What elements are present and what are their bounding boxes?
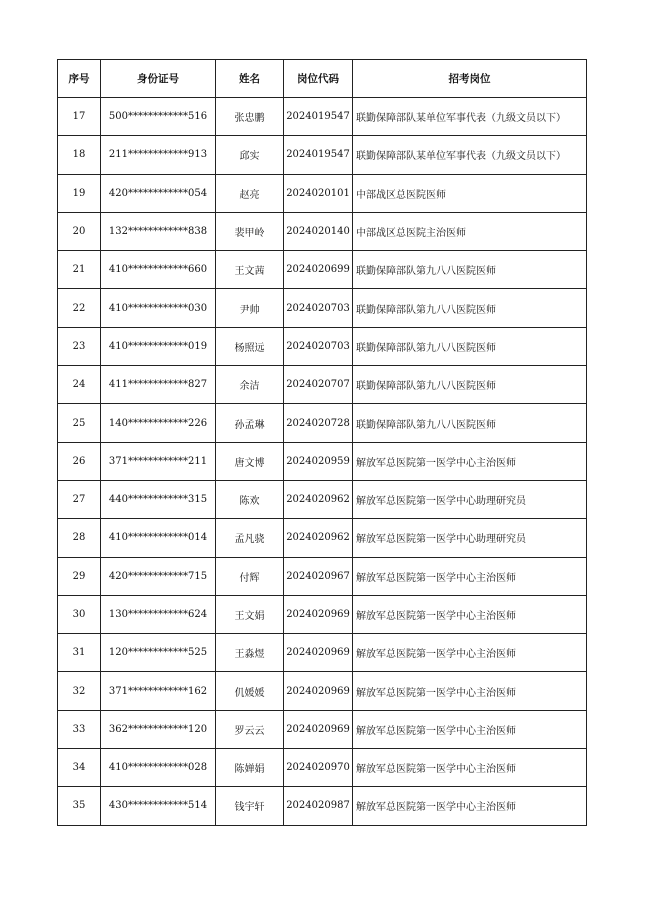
cell-post: 解放军总医院第一医学中心主治医师 bbox=[353, 557, 587, 595]
cell-id-number: 410************030 bbox=[101, 289, 216, 327]
cell-post: 联勤保障部队某单位军事代表（九级文员以下） bbox=[353, 98, 587, 136]
cell-index: 23 bbox=[58, 327, 101, 365]
header-post-code: 岗位代码 bbox=[284, 60, 353, 98]
cell-id-number: 410************028 bbox=[101, 749, 216, 787]
cell-post: 解放军总医院第一医学中心主治医师 bbox=[353, 787, 587, 825]
table-row bbox=[58, 366, 587, 404]
cell-index: 25 bbox=[58, 404, 101, 442]
cell-post-code: 2024020707 bbox=[284, 366, 353, 404]
cell-post: 联勤保障部队第九八八医院医师 bbox=[353, 251, 587, 289]
cell-index: 35 bbox=[58, 787, 101, 825]
header-name: 姓名 bbox=[216, 60, 284, 98]
cell-id-number: 362************120 bbox=[101, 710, 216, 748]
cell-name: 张忠鹏 bbox=[216, 98, 284, 136]
cell-name: 孙孟琳 bbox=[216, 404, 284, 442]
cell-name: 杨照远 bbox=[216, 327, 284, 365]
cell-name: 仉媛媛 bbox=[216, 672, 284, 710]
cell-index: 27 bbox=[58, 480, 101, 518]
cell-name: 裴甲岭 bbox=[216, 212, 284, 250]
cell-post-code: 2024020969 bbox=[284, 595, 353, 633]
table-row bbox=[58, 327, 587, 365]
cell-post-code: 2024020969 bbox=[284, 634, 353, 672]
table-row bbox=[58, 787, 587, 825]
cell-name: 赵亮 bbox=[216, 174, 284, 212]
cell-post-code: 2024020962 bbox=[284, 519, 353, 557]
table-row bbox=[58, 480, 587, 518]
cell-name: 钱宇轩 bbox=[216, 787, 284, 825]
cell-index: 33 bbox=[58, 710, 101, 748]
cell-post-code: 2024020101 bbox=[284, 174, 353, 212]
cell-post-code: 2024020703 bbox=[284, 289, 353, 327]
cell-index: 19 bbox=[58, 174, 101, 212]
cell-name: 唐文博 bbox=[216, 442, 284, 480]
cell-id-number: 410************019 bbox=[101, 327, 216, 365]
cell-id-number: 420************054 bbox=[101, 174, 216, 212]
table-row bbox=[58, 595, 587, 633]
cell-post: 解放军总医院第一医学中心主治医师 bbox=[353, 710, 587, 748]
cell-name: 罗云云 bbox=[216, 710, 284, 748]
cell-post: 联勤保障部队第九八八医院医师 bbox=[353, 404, 587, 442]
header-index: 序号 bbox=[58, 60, 101, 98]
table-row bbox=[58, 212, 587, 250]
table-row bbox=[58, 289, 587, 327]
table-row bbox=[58, 749, 587, 787]
cell-id-number: 371************211 bbox=[101, 442, 216, 480]
cell-name: 孟凡骁 bbox=[216, 519, 284, 557]
table-row bbox=[58, 404, 587, 442]
cell-post-code: 2024020969 bbox=[284, 672, 353, 710]
cell-name: 尹帅 bbox=[216, 289, 284, 327]
cell-index: 31 bbox=[58, 634, 101, 672]
cell-post: 中部战区总医院医师 bbox=[353, 174, 587, 212]
cell-id-number: 130************624 bbox=[101, 595, 216, 633]
cell-index: 17 bbox=[58, 98, 101, 136]
cell-name: 陈欢 bbox=[216, 480, 284, 518]
cell-post: 中部战区总医院主治医师 bbox=[353, 212, 587, 250]
cell-id-number: 410************660 bbox=[101, 251, 216, 289]
cell-post: 联勤保障部队某单位军事代表（九级文员以下） bbox=[353, 136, 587, 174]
cell-post-code: 2024020967 bbox=[284, 557, 353, 595]
cell-post: 联勤保障部队第九八八医院医师 bbox=[353, 327, 587, 365]
cell-post: 联勤保障部队第九八八医院医师 bbox=[353, 366, 587, 404]
cell-name: 王淼煜 bbox=[216, 634, 284, 672]
header-post: 招考岗位 bbox=[353, 60, 587, 98]
cell-post: 解放军总医院第一医学中心主治医师 bbox=[353, 749, 587, 787]
cell-id-number: 410************014 bbox=[101, 519, 216, 557]
cell-post: 解放军总医院第一医学中心主治医师 bbox=[353, 442, 587, 480]
cell-post: 解放军总医院第一医学中心主治医师 bbox=[353, 595, 587, 633]
cell-id-number: 211************913 bbox=[101, 136, 216, 174]
cell-post-code: 2024020703 bbox=[284, 327, 353, 365]
cell-post-code: 2024020959 bbox=[284, 442, 353, 480]
cell-name: 王文娟 bbox=[216, 595, 284, 633]
cell-index: 20 bbox=[58, 212, 101, 250]
cell-id-number: 120************525 bbox=[101, 634, 216, 672]
cell-index: 26 bbox=[58, 442, 101, 480]
table-row bbox=[58, 519, 587, 557]
table-row bbox=[58, 557, 587, 595]
cell-post-code: 2024020962 bbox=[284, 480, 353, 518]
cell-post-code: 2024019547 bbox=[284, 136, 353, 174]
cell-index: 22 bbox=[58, 289, 101, 327]
table-header-row bbox=[58, 60, 587, 98]
cell-post-code: 2024020140 bbox=[284, 212, 353, 250]
header-id-number: 身份证号 bbox=[101, 60, 216, 98]
cell-index: 21 bbox=[58, 251, 101, 289]
cell-id-number: 500************516 bbox=[101, 98, 216, 136]
cell-post-code: 2024020987 bbox=[284, 787, 353, 825]
table-row bbox=[58, 136, 587, 174]
cell-name: 余洁 bbox=[216, 366, 284, 404]
cell-id-number: 430************514 bbox=[101, 787, 216, 825]
table-row bbox=[58, 710, 587, 748]
cell-name: 王文茜 bbox=[216, 251, 284, 289]
candidate-table bbox=[57, 59, 587, 826]
cell-post-code: 2024020970 bbox=[284, 749, 353, 787]
cell-id-number: 371************162 bbox=[101, 672, 216, 710]
cell-post: 解放军总医院第一医学中心主治医师 bbox=[353, 672, 587, 710]
cell-post: 解放军总医院第一医学中心助理研究员 bbox=[353, 480, 587, 518]
cell-index: 32 bbox=[58, 672, 101, 710]
cell-id-number: 411************827 bbox=[101, 366, 216, 404]
table-body bbox=[58, 98, 587, 826]
cell-name: 陈婵娟 bbox=[216, 749, 284, 787]
table-row bbox=[58, 174, 587, 212]
cell-name: 付辉 bbox=[216, 557, 284, 595]
cell-index: 29 bbox=[58, 557, 101, 595]
cell-id-number: 440************315 bbox=[101, 480, 216, 518]
cell-id-number: 140************226 bbox=[101, 404, 216, 442]
cell-id-number: 132************838 bbox=[101, 212, 216, 250]
cell-post: 解放军总医院第一医学中心主治医师 bbox=[353, 634, 587, 672]
cell-post: 联勤保障部队第九八八医院医师 bbox=[353, 289, 587, 327]
cell-post-code: 2024020699 bbox=[284, 251, 353, 289]
cell-post: 解放军总医院第一医学中心助理研究员 bbox=[353, 519, 587, 557]
table-row bbox=[58, 251, 587, 289]
table-row bbox=[58, 672, 587, 710]
table-row bbox=[58, 98, 587, 136]
cell-name: 邱实 bbox=[216, 136, 284, 174]
cell-post-code: 2024020728 bbox=[284, 404, 353, 442]
cell-index: 34 bbox=[58, 749, 101, 787]
table-row bbox=[58, 442, 587, 480]
cell-index: 24 bbox=[58, 366, 101, 404]
cell-post-code: 2024019547 bbox=[284, 98, 353, 136]
cell-index: 30 bbox=[58, 595, 101, 633]
cell-index: 18 bbox=[58, 136, 101, 174]
cell-index: 28 bbox=[58, 519, 101, 557]
table-row bbox=[58, 634, 587, 672]
cell-post-code: 2024020969 bbox=[284, 710, 353, 748]
cell-id-number: 420************715 bbox=[101, 557, 216, 595]
